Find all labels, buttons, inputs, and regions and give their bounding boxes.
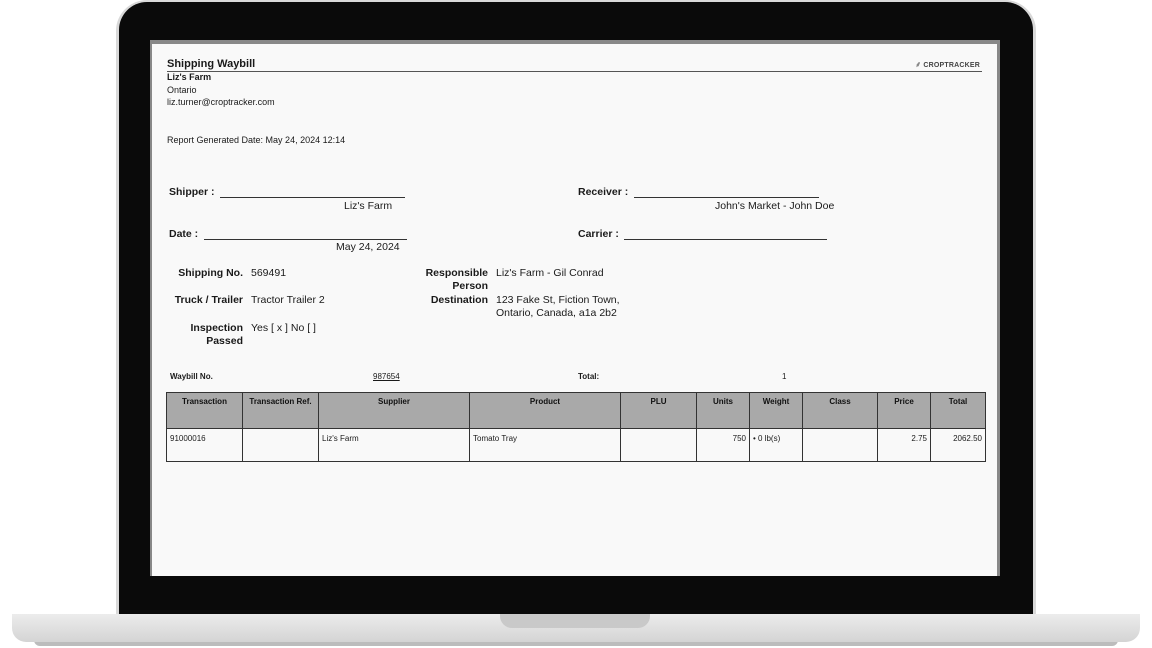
cell-transaction: 91000016 xyxy=(167,429,243,462)
destination-label: Destination xyxy=(430,294,488,306)
truck-trailer-label: Truck / Trailer xyxy=(174,294,243,306)
cell-product: Tomato Tray xyxy=(470,429,621,462)
responsible-label-line2: Person xyxy=(452,280,488,292)
table-header-row xyxy=(167,393,986,429)
destination-line1: 123 Fake St, Fiction Town, xyxy=(496,294,620,306)
shipper-line xyxy=(220,197,405,198)
cell-total: 2062.50 xyxy=(931,429,986,462)
date-line xyxy=(204,239,407,240)
cell-class xyxy=(803,429,878,462)
column-header: Transaction Ref. xyxy=(243,393,319,429)
receiver-line xyxy=(634,197,819,198)
table-row xyxy=(167,429,986,462)
waybill-no-value: 987654 xyxy=(373,372,400,381)
truck-trailer-value: Tractor Trailer 2 xyxy=(251,294,325,306)
shipper-label: Shipper : xyxy=(169,186,215,198)
inspection-value: Yes [ x ] No [ ] xyxy=(251,322,316,334)
responsible-label-line1: Responsible xyxy=(425,267,488,279)
title-rule xyxy=(167,71,982,72)
inspection-label-line2: Passed xyxy=(206,335,243,347)
column-header: Transaction xyxy=(167,393,243,429)
laptop-notch xyxy=(500,614,650,628)
logo-text: CROPTRACKER xyxy=(923,62,980,69)
cell-plu xyxy=(621,429,697,462)
croptracker-logo xyxy=(915,59,980,70)
farm-name: Liz's Farm xyxy=(167,72,212,82)
column-header: Class xyxy=(803,393,878,429)
cell-units: 750 xyxy=(697,429,750,462)
column-header: PLU xyxy=(621,393,697,429)
receiver-label: Receiver : xyxy=(578,186,629,198)
responsible-person-value: Liz's Farm - Gil Conrad xyxy=(496,267,604,279)
receiver-value: John's Market - John Doe xyxy=(715,200,835,212)
shipping-no-label: Shipping No. xyxy=(178,267,243,279)
destination-line2: Ontario, Canada, a1a 2b2 xyxy=(496,307,617,319)
document-title: Shipping Waybill xyxy=(167,58,256,70)
responsible-person-label xyxy=(426,267,488,293)
total-label: Total: xyxy=(578,372,600,381)
column-header: Product xyxy=(470,393,621,429)
waybill-no-label: Waybill No. xyxy=(170,372,213,381)
column-header: Total xyxy=(931,393,986,429)
date-label: Date : xyxy=(169,228,199,240)
cell-supplier: Liz's Farm xyxy=(319,429,470,462)
leaf-icon: ⸙ xyxy=(915,60,922,69)
shipping-no-value: 569491 xyxy=(251,267,287,279)
destination-value xyxy=(496,294,620,320)
total-value: 1 xyxy=(782,372,787,381)
waybill-document xyxy=(152,44,997,576)
column-header: Weight xyxy=(750,393,803,429)
cell-transaction-ref xyxy=(243,429,319,462)
report-generated-date: Report Generated Date: May 24, 2024 12:14 xyxy=(167,135,346,145)
carrier-line xyxy=(624,239,827,240)
farm-province: Ontario xyxy=(167,85,197,95)
column-header: Price xyxy=(878,393,931,429)
column-header: Units xyxy=(697,393,750,429)
farm-email: liz.turner@croptracker.com xyxy=(167,97,275,107)
shipper-value: Liz's Farm xyxy=(344,200,393,212)
inspection-label xyxy=(190,322,243,348)
carrier-label: Carrier : xyxy=(578,228,619,240)
waybill-table xyxy=(166,392,986,462)
column-header: Supplier xyxy=(319,393,470,429)
cell-weight: • 0 lb(s) xyxy=(750,429,803,462)
inspection-label-line1: Inspection xyxy=(190,322,243,334)
cell-price: 2.75 xyxy=(878,429,931,462)
date-value: May 24, 2024 xyxy=(336,241,400,253)
